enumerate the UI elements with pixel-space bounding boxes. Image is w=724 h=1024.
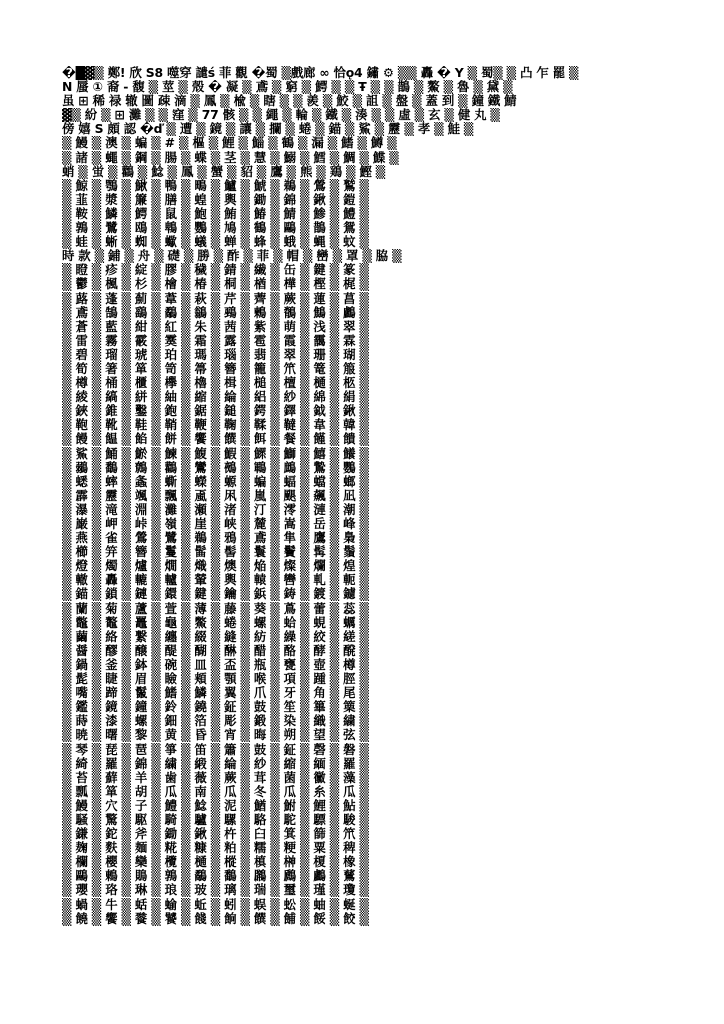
text-line: ▒ 瞪 ▒ 疹 ▒ 綻 ▒ 膠 ▒ 穢 ▒ 錆 ▒ 繊 ▒ 缶 ▒ 鍵 ▒ 篆 ▒ — [62, 263, 369, 278]
text-line: ▒ 蕗 ▒ 蓬 ▒ 薊 ▒ 葦 ▒ 萩 ▒ 芹 ▒ 薺 ▒ 蕨 ▒ 蓮 ▒ 菖 ▒ — [62, 291, 369, 306]
text-line: ▓▒ 紛 ▒ ⊞ 灘 ▒ ▒ 窪 ▒ 77 骸 ▒ ▒ 繩 ▒ 輪 ▒ 鐵 ▒ 湊 ▒ ▒ 虛 ▒ 玄 ▒ 健 丸 ▒ — [62, 108, 500, 123]
text-line: ▒ 瀑 ▒ 滝 ▒ 淵 ▒ 灘 ▒ 瀬 ▒ 渚 ▒ 汀 ▒ 澪 ▒ 漣 ▒ 潮 ▒ — [62, 502, 369, 517]
text-line: ▒ 鞄 ▒ 靴 ▒ 鞋 ▒ 鞘 ▒ 鞭 ▒ 鞠 ▒ 鞣 ▒ 韃 ▒ 韋 ▒ 韓 ▒ — [62, 418, 369, 433]
text-line: ▒ 鶉 ▒ 鷺 ▒ 鴎 ▒ 鵯 ▒ 鸚 ▒ 鳩 ▒ 鶴 ▒ 鷗 ▒ 鵲 ▒ 鴛 ▒ — [62, 221, 369, 236]
text-line: ▒ 暁 ▒ 曙 ▒ 黎 ▒ 黄 ▒ 昏 ▒ 宵 ▒ 晦 ▒ 朔 ▒ 望 ▒ 弦 ▒ — [62, 728, 369, 743]
text-line: ▒ 筍 ▒ 箸 ▒ 箪 ▒ 笥 ▒ 箒 ▒ 簪 ▒ 籠 ▒ 笊 ▒ 篭 ▒ 箙 ▒ — [62, 361, 369, 376]
text-line: ▒ 麹 ▒ 麩 ▒ 麺 ▒ 糀 ▒ 糠 ▒ 粕 ▒ 糯 ▒ 粳 ▒ 粟 ▒ 稗 ▒ — [62, 841, 369, 856]
text-line: ▒ 欄 ▒ 櫻 ▒ 欒 ▒ 欖 ▒ 樋 ▒ 樅 ▒ 槙 ▒ 榊 ▒ 榎 ▒ 橡 ▒ — [62, 855, 369, 870]
text-line: �█▓▒ 鄭! 欣 S8 噬穿 譴ś 菲 觀 �蜀 ▒戲廊 ∞ 恰ǫ4 鏽 ⚙ ▒▒ 轟 � Y ▒ 蜀▒ ▒ 凸 乍 罷 ▒ — [62, 66, 579, 80]
text-line: 傍 嬉 S 頗 認 �ď ▒ 遭 ▒ 鏡 ▒ 讓 ▒ 攔 ▒ 蜷 ▒ 錨 ▒ 鯊 ▒ 靂 ▒ 孝 ▒ 鮭 ▒ — [62, 122, 474, 137]
text-line: ▒ 苔 ▒ 蘚 ▒ 羊 ▒ 歯 ▒ 薇 ▒ 蕨 ▒ 茸 ▒ 菌 ▒ 黴 ▒ 藻 ▒ — [62, 770, 369, 785]
text-line: ▒ 燕 ▒ 雀 ▒ 鶯 ▒ 鷺 ▒ 鵜 ▒ 鴉 ▒ 鳶 ▒ 隼 ▒ 鷹 ▒ 梟 ▒ — [62, 531, 369, 546]
text-line: ▒ 櫛 ▒ 笄 ▒ 簪 ▒ 鬘 ▒ 髷 ▒ 髻 ▒ 鬟 ▒ 鬢 ▒ 髯 ▒ 鬚 ▒ — [62, 545, 369, 560]
text-line: ▒ 嘴 ▒ 蹄 ▒ 鬣 ▒ 鰭 ▒ 鱗 ▒ 翼 ▒ 爪 ▒ 牙 ▒ 角 ▒ 尾 ▒ — [62, 686, 369, 701]
text-line: ▒ 鯨 ▒ 鶚 ▒ 鰍 ▒ 鴨 ▒ 鴫 ▒ 鱸 ▒ 鯱 ▒ 鵜 ▒ 鶯 ▒ 鷲 ▒ — [62, 178, 369, 193]
text-line: ▒ 綾 ▒ 縞 ▒ 絣 ▒ 紬 ▒ 縮 ▒ 綸 ▒ 絽 ▒ 紗 ▒ 綿 ▒ 絹 ▒ — [62, 390, 369, 405]
text-line: ▒ 轍 ▒ 轟 ▒ 轆 ▒ 轤 ▒ 輦 ▒ 輿 ▒ 轅 ▒ 轡 ▒ 軋 ▒ 軛 ▒ — [62, 573, 369, 588]
text-line: ▒ 鶸 ▒ 鷭 ▒ 鷯 ▒ 鸛 ▒ 鸞 ▒ 鵺 ▒ 鶤 ▒ 鷓 ▒ 鷙 ▒ 鸚 ▒ — [62, 460, 369, 475]
text-line: ▒ 瓢 ▒ 箪 ▒ 胡 ▒ 瓜 ▒ 南 ▒ 瓜 ▒ 冬 ▒ 瓜 ▒ 糸 ▒ 瓜 ▒ — [62, 784, 369, 799]
text-line: 時 款 ▒ 鋪 ▒ 舟 ▒ 礎 ▒ 勝 ▒ 酢 ▒ 菲 ▒ 帽 ▒ 巒 ▒ 罩 ▒ 脇 ▒ — [62, 249, 402, 264]
text-line: ▒ 碧 ▒ 瑠 ▒ 琥 ▒ 珀 ▒ 瑪 ▒ 瑙 ▒ 翡 ▒ 翠 ▒ 珊 ▒ 瑚 ▒ — [62, 347, 369, 362]
text-line: ▒ 鰻 ▒ 穴 ▒ 子 ▒ 鱧 ▒ 鯰 ▒ 泥 ▒ 鰌 ▒ 鮒 ▒ 鯉 ▒ 鮎 ▒ — [62, 798, 369, 813]
text-line: ▒ 饅 ▒ 饂 ▒ 餡 ▒ 餅 ▒ 饗 ▒ 饌 ▒ 餌 ▒ 餐 ▒ 饉 ▒ 饋 ▒ — [62, 432, 369, 447]
text-line: ▒ 樽 ▒ 桶 ▒ 櫃 ▒ 欅 ▒ 櫓 ▒ 楫 ▒ 槌 ▒ 檀 ▒ 樋 ▒ 柩 ▒ — [62, 376, 369, 391]
text-line: ▒ 繭 ▒ 絡 ▒ 繋 ▒ 纏 ▒ 綴 ▒ 縫 ▒ 紡 ▒ 繰 ▒ 絞 ▒ 縒 ▒ — [62, 629, 369, 644]
text-line: ▒ 饒 ▒ 饗 ▒ 餮 ▒ 饕 ▒ 餞 ▒ 餉 ▒ 饌 ▒ 餔 ▒ 餒 ▒ 餃 ▒ — [62, 911, 369, 926]
text-line: ▒ 鷗 ▒ 鶇 ▒ 鵙 ▒ 鶉 ▒ 鷸 ▒ 鷭 ▒ 鸊 ▒ 鷉 ▒ 鸕 ▒ 鶿 ▒ — [62, 869, 369, 884]
text-line: ▒ 鍋 ▒ 釜 ▒ 鉢 ▒ 碗 ▒ 皿 ▒ 盃 ▒ 瓶 ▒ 甕 ▒ 壺 ▒ 樽 ▒ — [62, 657, 369, 672]
text-line: ▒ 鞍 ▒ 鱗 ▒ 鰐 ▒ 鼠 ▒ 鮑 ▒ 鮪 ▒ 鰆 ▒ 鯖 ▒ 鯵 ▒ 鱧 ▒ — [62, 206, 369, 221]
text-line: ▒ 霹 ▒ 靂 ▒ 颯 ▒ 飄 ▒ 颪 ▒ 凩 ▒ 嵐 ▒ 颶 ▒ 飆 ▒ 凪 ▒ — [62, 488, 369, 503]
text-line: ▒ 錨 ▒ 鎖 ▒ 鏈 ▒ 鐶 ▒ 鍵 ▒ 鑰 ▒ 鋲 ▒ 鋳 ▒ 鍍 ▒ 鑢 ▒ — [62, 587, 369, 602]
text-line: ▒ 鬱 ▒ 楓 ▒ 杉 ▒ 檜 ▒ 椿 ▒ 桐 ▒ 楢 ▒ 樺 ▒ 樫 ▒ 梶 ▒ — [62, 277, 369, 292]
text-line: ▒ 蘭 ▒ 菊 ▒ 蘆 ▒ 萱 ▒ 薄 ▒ 藤 ▒ 葵 ▒ 蔦 ▒ 蕾 ▒ 蕊 ▒ — [62, 601, 369, 616]
text-line: ▒ 醤 ▒ 醪 ▒ 醸 ▒ 醍 ▒ 醐 ▒ 醂 ▒ 醋 ▒ 酪 ▒ 酵 ▒ 醗 ▒ — [62, 643, 369, 658]
text-line: ▒ 諸 ▒ 蠅 ▒ 鋼 ▒ 腸 ▒ 蝶 ▒ 茎 ▒ 慧 ▒ 鰯 ▒ 鱈 ▒ 鯛 ▒ 鰈 ▒ — [62, 150, 399, 165]
text-line: ▒ 琴 ▒ 琵 ▒ 琶 ▒ 箏 ▒ 笛 ▒ 簫 ▒ 鼓 ▒ 鉦 ▒ 磬 ▒ 磐 ▒ — [62, 742, 369, 757]
text-line: ▒ 綺 ▒ 羅 ▒ 錦 ▒ 繍 ▒ 緞 ▒ 綸 ▒ 紗 ▒ 縮 ▒ 緬 ▒ 羅 ▒ — [62, 756, 369, 771]
text-line: ▒ 韮 ▒ 漿 ▒ 簾 ▒ 膳 ▒ 蝗 ▒ 輿 ▒ 鋤 ▒ 錦 ▒ 鍬 ▒ 鎧 ▒ — [62, 192, 369, 207]
text-line: ▒ 巌 ▒ 岬 ▒ 峠 ▒ 嶺 ▒ 崖 ▒ 峡 ▒ 麓 ▒ 嵩 ▒ 岳 ▒ 峰 ▒ — [62, 517, 369, 531]
text-line: 蛸 ▒ 蛍 ▒ 鸛 ▒ 鯰 ▒ 鳳 ▒ 蟹 ▒ 貂 ▒ 鷹 ▒ 熊 ▒ 鶏 ▒ 鰹 ▒ — [62, 164, 386, 179]
text-line: ▒ 蒔 ▒ 漆 ▒ 螺 ▒ 鈿 ▒ 箔 ▒ 彫 ▒ 鍛 ▒ 染 ▒ 織 ▒ 繍 ▒ — [62, 714, 369, 729]
text-line: ▒ 鼈 ▒ 鼇 ▒ 鼉 ▒ 龜 ▒ 鱉 ▒ 蜷 ▒ 螺 ▒ 蛤 ▒ 蜆 ▒ 蠣 ▒ — [62, 615, 369, 630]
text-line: ▒ 蟋 ▒ 蟀 ▒ 螽 ▒ 蟖 ▒ 蠑 ▒ 螈 ▒ 蝙 ▒ 蝠 ▒ 蟷 ▒ 螂 ▒ — [62, 474, 369, 489]
text-line: ▒ 鯊 ▒ 鯒 ▒ 鯲 ▒ 鰊 ▒ 鰒 ▒ 鰕 ▒ 鰥 ▒ 鰤 ▒ 鱚 ▒ 鱶 ▒ — [62, 446, 369, 461]
text-line: ▒ 鳶 ▒ 鵠 ▒ 鷂 ▒ 鷸 ▒ 鶲 ▒ 鵐 ▒ 鶫 ▒ 鶺 ▒ 鷦 ▒ 鸕 ▒ — [62, 305, 369, 320]
text-line: ▒ 瓔 ▒ 珞 ▒ 琳 ▒ 琅 ▒ 玻 ▒ 璃 ▒ 瑞 ▒ 璽 ▒ 瑾 ▒ 瓊 ▒ — [62, 883, 369, 898]
text-line: ▒ 鰻 ▒ 澳 ▒ 蝙 ▒ # ▒ 樞 ▒ 鯉 ▒ 鯔 ▒ 鶴 ▒ 漏 ▒ 鰭 ▒ 鱒 ▒ — [62, 136, 397, 151]
text-line: ▒ 蝸 ▒ 牛 ▒ 蛞 ▒ 蝓 ▒ 蚯 ▒ 蚓 ▒ 蜈 ▒ 蚣 ▒ 蚰 ▒ 蜒 ▒ — [62, 897, 369, 912]
text-line: ▒ 雷 ▒ 霧 ▒ 霰 ▒ 霙 ▒ 霜 ▒ 露 ▒ 雹 ▒ 霞 ▒ 靄 ▒ 霖 ▒ — [62, 333, 369, 348]
text-line: ▒ 髭 ▒ 睫 ▒ 眉 ▒ 瞼 ▒ 頬 ▒ 顎 ▒ 喉 ▒ 項 ▒ 踵 ▒ 脛 ▒ — [62, 672, 369, 687]
text-line: ▒ 蒼 ▒ 藍 ▒ 紺 ▒ 紅 ▒ 朱 ▒ 茜 ▒ 紫 ▒ 萌 ▒ 浅 ▒ 翠 ▒ — [62, 319, 369, 334]
text-line: ▒ 鋏 ▒ 錐 ▒ 鑿 ▒ 鉋 ▒ 鋸 ▒ 鎚 ▒ 鍔 ▒ 鐸 ▒ 鉞 ▒ 鍬 ▒ — [62, 404, 369, 419]
text-line: N 蜃 ① 裔 - 馥 ▒ 莖 ▒ 殼 � 凝 ▒ 鳶 ▒ 窮 ▒ 鰐 ▒ ▒ Ŧ ▒ ▒ 鵲 ▒ 鰲 ▒ 魯 ▒ 黛 ▒ — [62, 80, 513, 95]
text-line: ▒ 鎌 ▒ 鉈 ▒ 斧 ▒ 鋤 ▒ 鍬 ▒ 杵 ▒ 臼 ▒ 箕 ▒ 篩 ▒ 笊 ▒ — [62, 827, 369, 842]
text-line: ▒ 騒 ▒ 驚 ▒ 駆 ▒ 騎 ▒ 驢 ▒ 騾 ▒ 駱 ▒ 駝 ▒ 驃 ▒ 駿 ▒ — [62, 812, 369, 827]
text-line: ▒ 燈 ▒ 燭 ▒ 爐 ▒ 燗 ▒ 熾 ▒ 燠 ▒ 焔 ▒ 燦 ▒ 爛 ▒ 煌 ▒ — [62, 559, 369, 574]
text-line: ▒ 蛙 ▒ 蜥 ▒ 蜘 ▒ 蠍 ▒ 蟻 ▒ 蝉 ▒ 蜂 ▒ 蛾 ▒ 蝿 ▒ 蚊 ▒ — [62, 235, 369, 250]
text-line: ▒ 鑑 ▒ 鏡 ▒ 鐘 ▒ 鈴 ▒ 鐃 ▒ 鉦 ▒ 鼓 ▒ 笙 ▒ 篳 ▒ 篥 ▒ — [62, 700, 369, 715]
text-line: 虽 ⊞ 稀 禄 辙 圖 疎 滴 ▒ 鳳 ▒ 楡 ▒ 瞎 ▒ ▒ 羨 ▒ 鮫 ▒ 詛 ▒ 盤 ▒ 蓋 到 ▒ 鐘 鐵 鯖 — [62, 94, 517, 109]
